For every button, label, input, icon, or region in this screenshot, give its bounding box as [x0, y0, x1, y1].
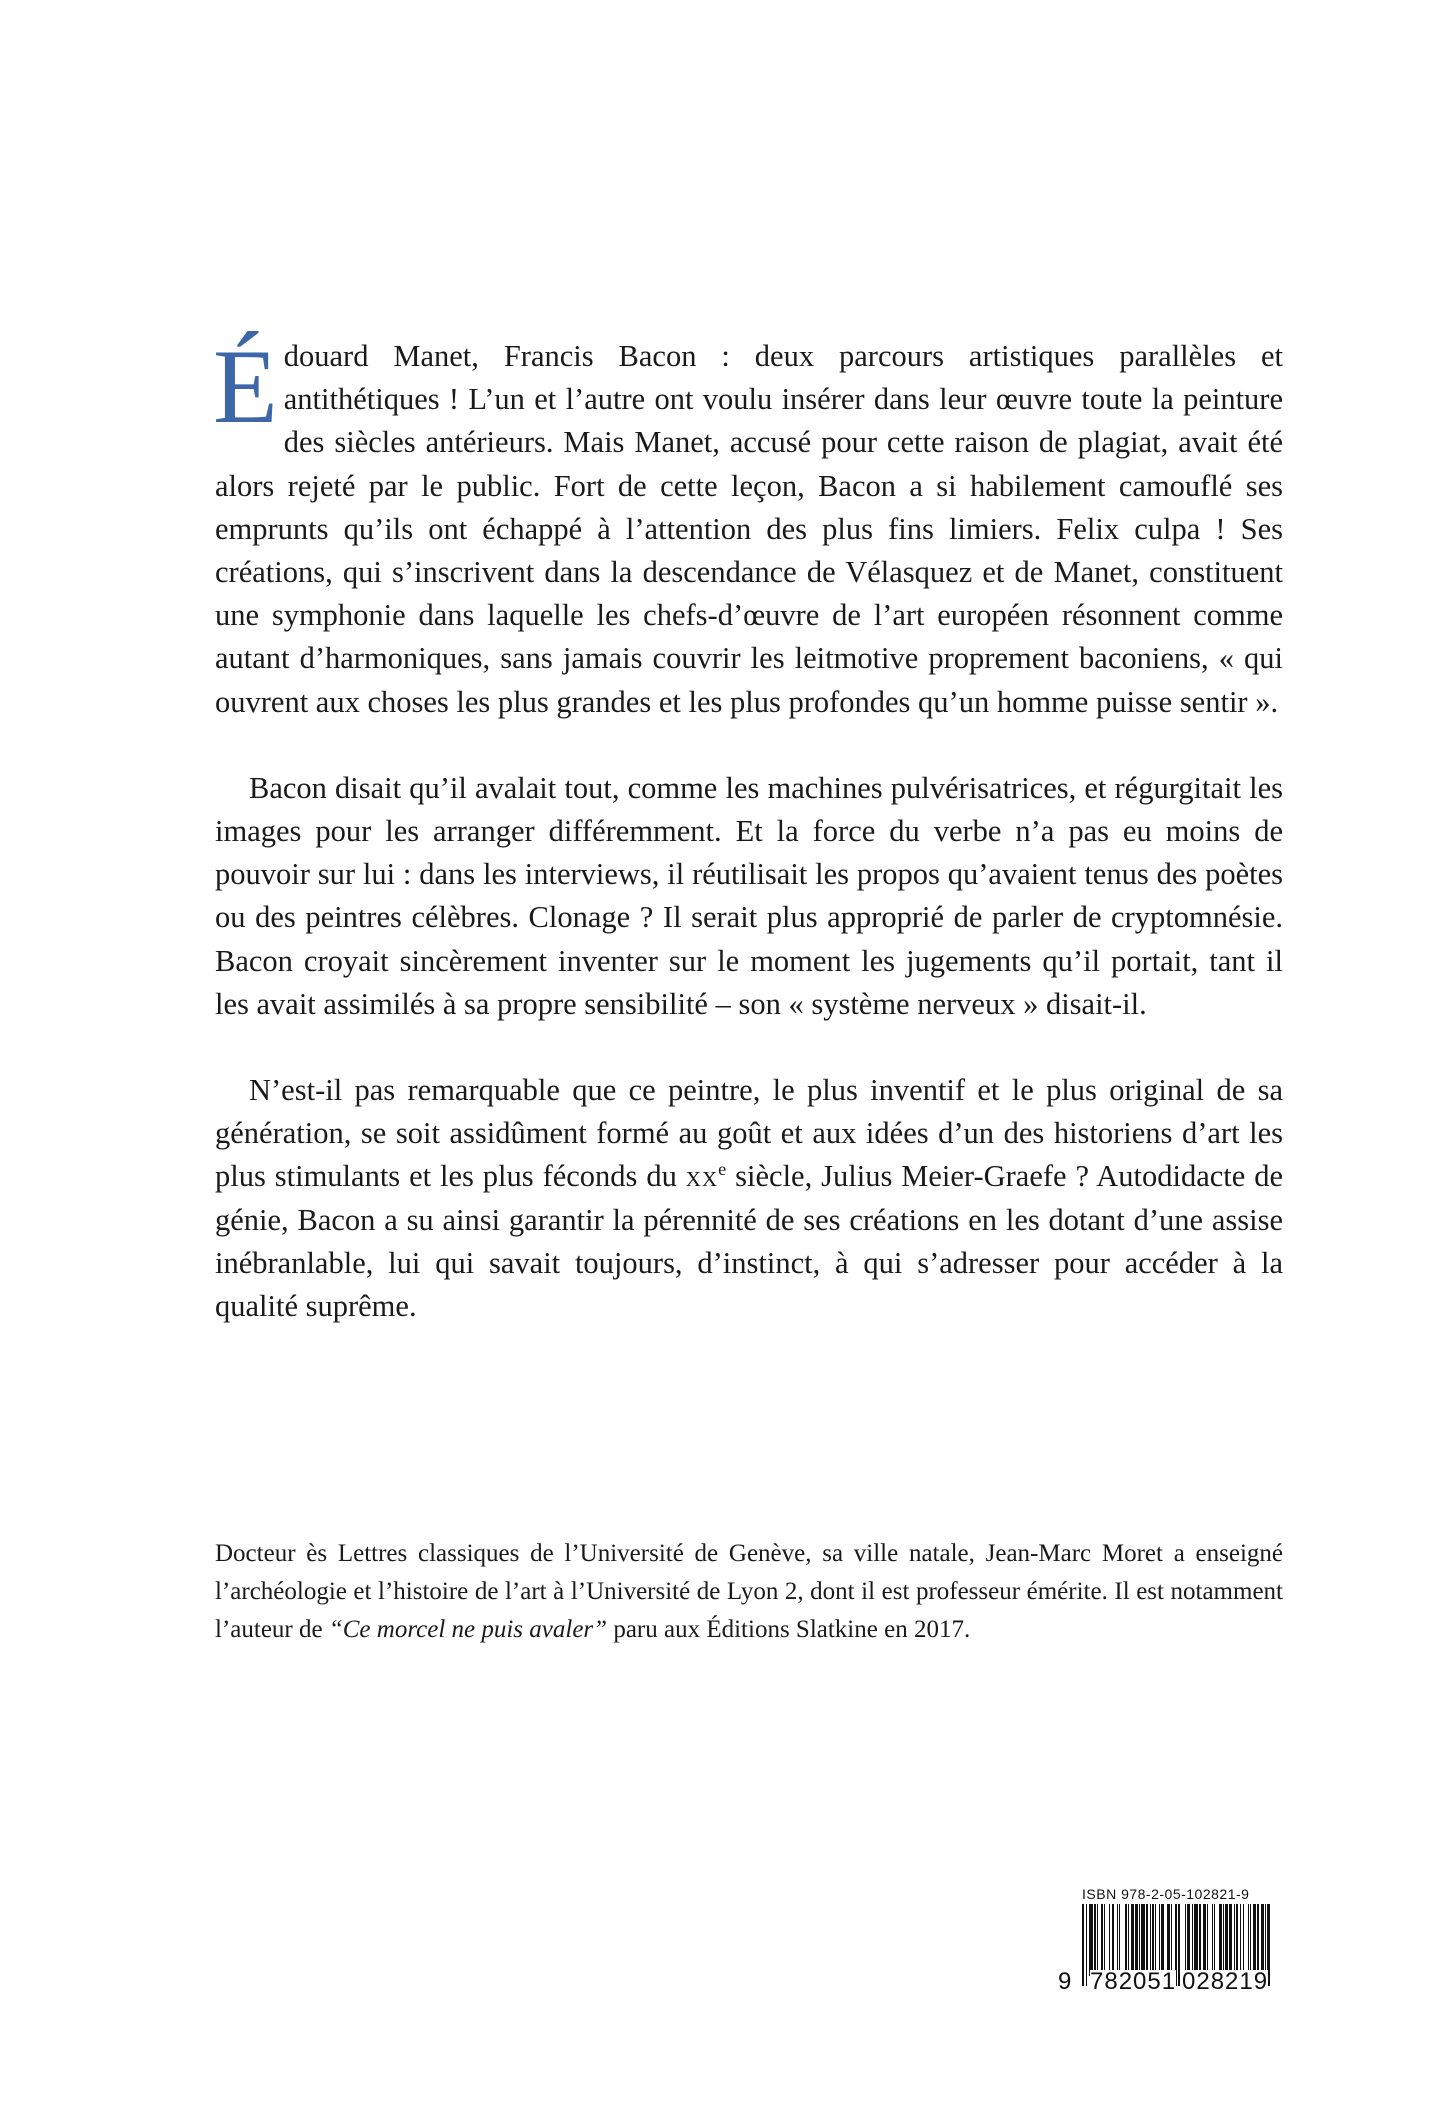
paragraph-3-text-a: N’est-il pas remarquable que ce peintre, le plus inventif et le plus original de sa génération, se soit assidûment formé au goût et aux idées d’un des historiens d’art les plus stimulants et les plus féconds du: [215, 1073, 1283, 1194]
author-bio-text-b: paru aux Éditions Slatkine en 2017.: [607, 1616, 971, 1643]
paragraph-1: [213, 328, 1283, 724]
barcode-space: [1270, 1904, 1271, 1976]
isbn-label: ISBN 978-2-05-102821-9: [1082, 1886, 1250, 1902]
author-bio-text-a: Docteur ès Lettres classiques de l’Université de Genève, sa ville natale, Jean-Marc Moret a enseigné l’archéologie et l’histoire de l’art à l’Université de Lyon 2, dont il est professeur émérite. Il est notamment l’auteur de: [215, 1540, 1283, 1643]
book-title-reference: “Ce morcel ne puis avaler”: [328, 1616, 608, 1643]
paragraph-3-text-b: siècle, Julius Meier-Graefe ? Autodidacte de génie, Bacon a su ainsi garantir la pérennité de ses créations en les dotant d’une assise inébranlable, lui qui savait toujours, d’instinct, à qui s’adresser pour accéder à la qualité suprême.: [215, 1159, 1284, 1324]
barcode-right-digits: 028219: [1182, 1968, 1269, 1995]
author-bio: [215, 1535, 1283, 1649]
paragraph-3: [215, 1069, 1283, 1328]
drop-cap: É: [213, 328, 278, 445]
barcode-left-digits: 782051: [1090, 1968, 1177, 1995]
isbn-barcode: [1058, 1886, 1278, 1996]
paragraph-2: Bacon disait qu’il avalait tout, comme les machines pulvérisatrices, et régurgitait les images pour les arranger différemment. Et la force du verbe n’a pas eu moins de pouvoir sur lui : dans les interviews, il réutilisait les propos qu’avaient tenus des poètes ou des peintres célèbres. Clonage ? Il serait plus approprié de parler de cryptomnésie. Bacon croyait sincèrement inventer sur le moment les jugements qu’il portait, tant il les avait assimilés à sa propre sensibilité – son « système nerveux » disait-il.: [215, 770, 1283, 1021]
blurb-text: [213, 328, 1284, 1328]
barcode-first-digit: 9: [1058, 1968, 1073, 1995]
century-superscript: e: [718, 1159, 727, 1180]
century-numeral: xx: [685, 1159, 719, 1194]
paragraph-1-text: douard Manet, Francis Bacon : deux parcours artistiques parallèles et antithétiques ! L’un et l’autre ont voulu insérer dans leur œuvre toute la peinture des siècles antérieurs. Mais Manet, accusé pour cette raison de plagiat, avait été alors rejeté par le public. Fort de cette leçon, Bacon a si habilement camouflé ses emprunts qu’ils ont échappé à l’attention des plus fins limiers. Felix culpa ! Ses créations, qui s’inscrivent dans la descendance de Vélasquez et de Manet, constituent une symphonie dans laquelle les chefs-d’œuvre de l’art européen résonnent comme autant d’harmoniques, sans jamais couvrir les leitmotive proprement baconiens, « qui ouvrent aux choses les plus grandes et les plus profondes qu’un homme puisse sentir ».: [215, 339, 1283, 719]
